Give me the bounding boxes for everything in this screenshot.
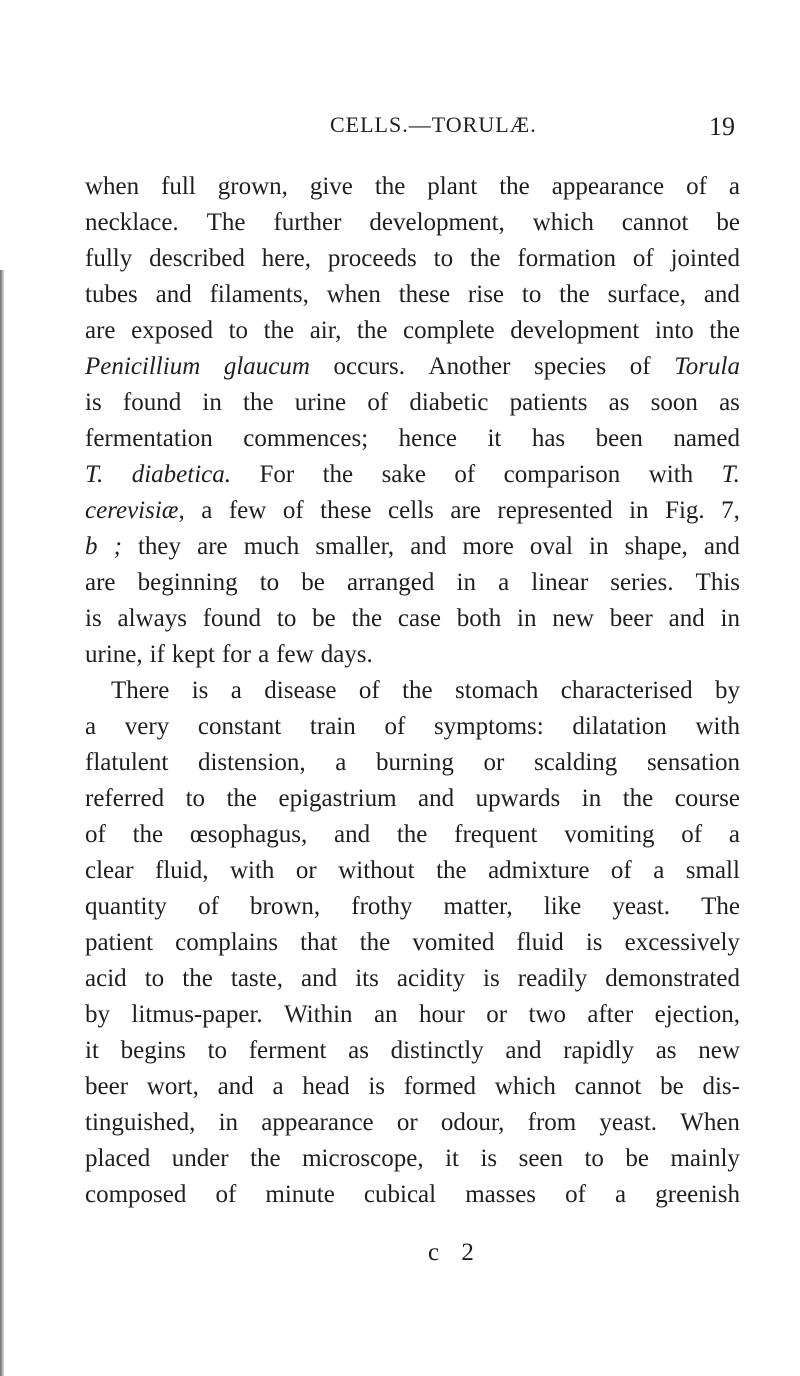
text-line: b ; they are much smaller, and more oval in shape, and xyxy=(85,533,740,560)
text-line: fully described here, proceeds to the formation of jointed xyxy=(85,245,740,272)
page-number: 19 xyxy=(709,112,735,141)
text-line: Penicillium glaucum occurs. Another species of Torula xyxy=(85,353,740,380)
text-line: There is a disease of the stomach characterised by xyxy=(111,677,740,704)
text-line: placed under the microscope, it is seen to be mainly xyxy=(85,1145,740,1172)
text-line: is always found to be the case both in new beer and in xyxy=(85,605,740,632)
text-line: it begins to ferment as distinctly and rapidly as new xyxy=(85,1037,740,1064)
text-line: fermentation commences; hence it has been named xyxy=(85,425,740,452)
text-line: referred to the epigastrium and upwards in the course xyxy=(85,785,740,812)
text-line: urine, if kept for a few days. xyxy=(85,641,373,668)
text-line: patient complains that the vomited fluid is excessively xyxy=(85,929,740,956)
text-line: tubes and filaments, when these rise to the surface, and xyxy=(85,281,740,308)
text-line: are exposed to the air, the complete development into the xyxy=(85,317,740,344)
body-text xyxy=(85,169,740,1213)
text-line: T. diabetica. For the sake of comparison with T. xyxy=(85,461,740,488)
text-line: clear fluid, with or without the admixture of a small xyxy=(85,857,740,884)
text-line: a very constant train of symptoms: dilatation with xyxy=(85,713,740,740)
text-line: tinguished, in appearance or odour, from yeast. When xyxy=(85,1109,740,1136)
text-line: when full grown, give the plant the appearance of a xyxy=(85,173,740,200)
page-edge-shadow xyxy=(0,270,4,1376)
text-line: beer wort, and a head is formed which cannot be dis- xyxy=(85,1073,740,1100)
text-line: are beginning to be arranged in a linear series. This xyxy=(85,569,740,596)
text-line: quantity of brown, frothy matter, like yeast. The xyxy=(85,893,740,920)
signature-mark: c 2 xyxy=(428,1239,482,1266)
text-line: is found in the urine of diabetic patients as soon as xyxy=(85,389,740,416)
text-line: of the œsophagus, and the frequent vomiting of a xyxy=(85,821,740,848)
text-line: cerevisiæ, a few of these cells are represented in Fig. 7, xyxy=(85,497,740,524)
text-line: necklace. The further development, which cannot be xyxy=(85,209,740,236)
text-line: acid to the taste, and its acidity is readily demonstrated xyxy=(85,965,740,992)
text-line: flatulent distension, a burning or scalding sensation xyxy=(85,749,740,776)
text-line: composed of minute cubical masses of a greenish xyxy=(85,1181,740,1208)
running-head xyxy=(80,112,740,144)
running-title: CELLS.—TORULÆ. xyxy=(330,112,537,137)
text-line: by litmus-paper. Within an hour or two after ejection, xyxy=(85,1001,740,1028)
